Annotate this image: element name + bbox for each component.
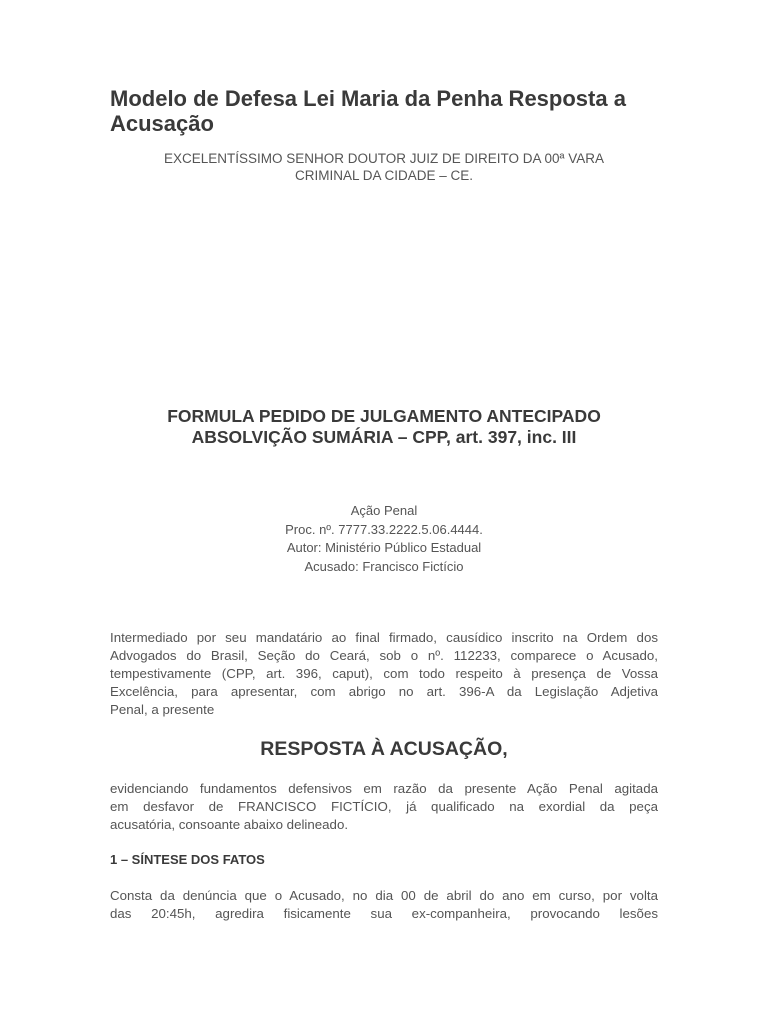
paragraph-line: Penal, a presente xyxy=(110,702,215,717)
subtitle-line: FORMULA PEDIDO DE JULGAMENTO ANTECIPADO xyxy=(167,406,601,426)
response-heading: RESPOSTA À ACUSAÇÃO, xyxy=(260,738,508,760)
paragraph-line: Intermediado por seu mandatário ao final firmado, causídico inscrito na Ordem dos xyxy=(110,630,658,645)
court-header-line: CRIMINAL DA CIDADE – CE. xyxy=(294,168,474,183)
paragraph-line: em desfavor de FRANCISCO FICTÍCIO, já qualificado na exordial da peça xyxy=(110,799,658,814)
court-header-line: EXCELENTÍSSIMO SENHOR DOUTOR JUIZ DE DIREITO DA 00ª VARA xyxy=(163,151,605,166)
paragraph-line: Excelência, para apresentar, com abrigo no art. 396-A da Legislação Adjetiva xyxy=(110,684,658,699)
facts-paragraph xyxy=(110,887,658,923)
response-paragraph xyxy=(110,780,658,834)
court-addressing-header xyxy=(110,150,658,184)
section-heading-facts: 1 – SÍNTESE DOS FATOS xyxy=(110,852,265,867)
intro-paragraph xyxy=(110,629,658,719)
petition-subtitle xyxy=(110,406,658,448)
case-author: Autor: Ministério Público Estadual xyxy=(286,540,482,555)
case-accused: Acusado: Francisco Fictício xyxy=(304,558,464,574)
paragraph-line: evidenciando fundamentos defensivos em razão da presente Ação Penal agitada xyxy=(110,781,658,796)
paragraph-line: tempestivamente (CPP, art. 396, caput), com todo respeito à presença de Vossa xyxy=(110,666,658,681)
paragraph-line: Advogados do Brasil, Seção do Ceará, sob o nº. 112233, comparece o Acusado, xyxy=(110,648,658,663)
paragraph-line: acusatória, consoante abaixo delineado. xyxy=(110,817,349,832)
document-title-line: Modelo de Defesa Lei Maria da Penha Resposta a xyxy=(110,86,626,111)
case-process-number: Proc. nº. 7777.33.2222.5.06.4444. xyxy=(285,521,483,537)
case-info-block xyxy=(110,502,658,576)
document-title xyxy=(110,86,670,136)
paragraph-line: das 20:45h, agredira fisicamente sua ex-companheira, provocando lesões xyxy=(110,906,658,921)
subtitle-line: ABSOLVIÇÃO SUMÁRIA – CPP, art. 397, inc. III xyxy=(191,427,577,447)
paragraph-line: Consta da denúncia que o Acusado, no dia 00 de abril do ano em curso, por volta xyxy=(110,888,658,903)
case-action: Ação Penal xyxy=(350,503,418,518)
document-title-line: Acusação xyxy=(110,111,214,136)
